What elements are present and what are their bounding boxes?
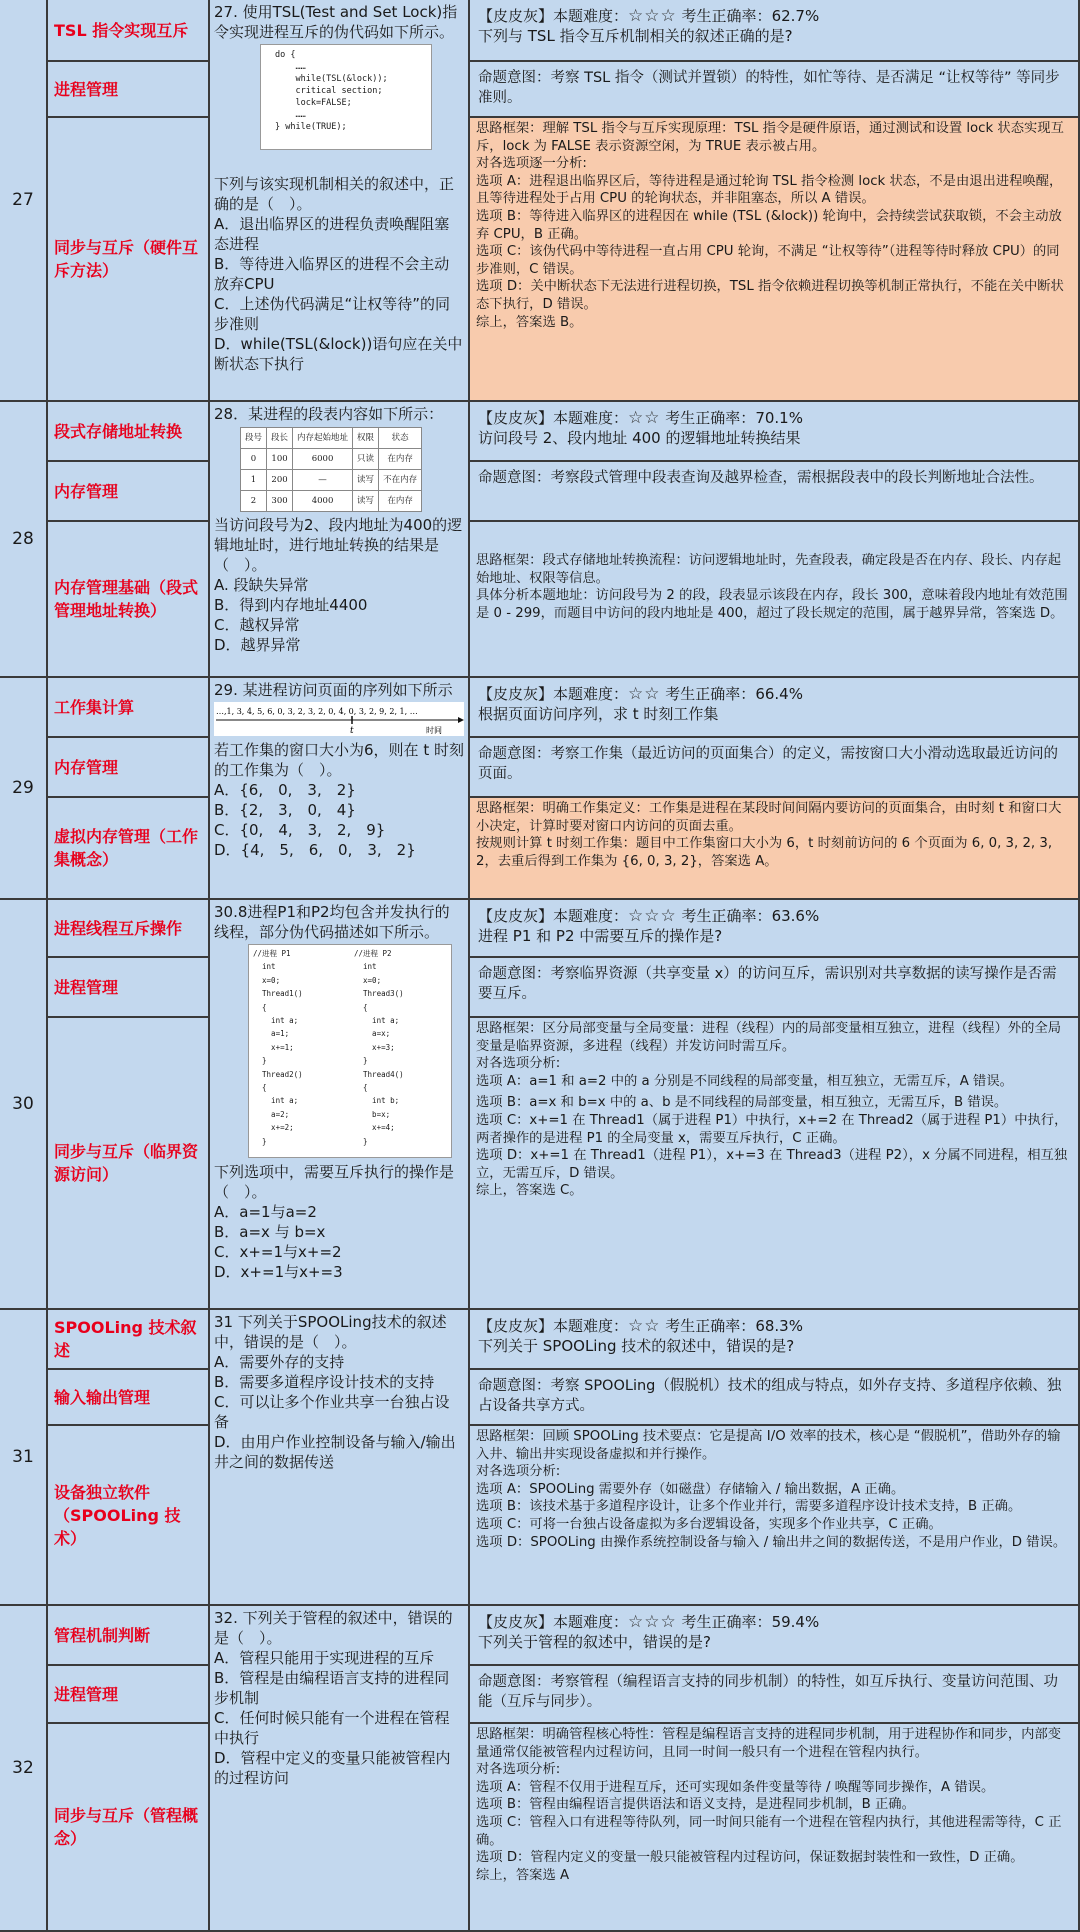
answer-header: 【皮皮灰】本题难度：☆☆☆ 考生正确率：59.4% 下列关于管程的叙述中，错误的是? bbox=[470, 1606, 1080, 1666]
option: B．{2, 3, 0, 4} bbox=[214, 801, 356, 819]
answer-header: 【皮皮灰】本题难度：☆☆☆ 考生正确率：63.6% 进程 P1 和 P2 中需要互斥的操作是? bbox=[470, 900, 1080, 958]
question-intro: 30.8进程P1和P2均包含并发执行的线程，部分伪代码描述如下所示。 bbox=[214, 903, 450, 941]
question-intro: 29. 某进程访问页面的序列如下所示 bbox=[214, 681, 453, 699]
question-stem: 若工作集的窗口大小为6，则在 t 时刻的工作集为（ ）。 bbox=[214, 741, 464, 779]
analysis: 思路框架：回顾 SPOOLing 技术要点：它是提高 I/O 效率的技术，核心是 “假脱机”，借助外存的输入井、输出井实现设备虚拟和并行操作。 对各选项分析: 选项 A：SPOOLing 需要外存（如磁盘）存储输入 / 输出数据，A 正确。 选项 B：该技术基于多道程序设计，让多个作业并行，需要多道程序设计技术支持，B 正确。 选项 C：可将一台独占设备虚拟为多台逻辑设备，实现多个作业共享，C 正确。 选项 D：SPOOLing 由操作系统控制设备与输入 / 输出井之间的数据传送，不是用户作业，D 错误。 bbox=[470, 1426, 1080, 1606]
analysis: 思路框架：理解 TSL 指令与互斥实现原理：TSL 指令是硬件原语，通过测试和设置 lock 状态实现互斥，lock 为 FALSE 表示资源空闲，为 TRUE 表示被占用。 对各选项逐一分析: 选项 A：进程退出临界区后，等待进程是通过轮询 TSL 指令检测 lock 状态，不是由退出进程唤醒，且等待进程处于占用 CPU 的轮询状态，并非阻塞态，所以 A 错误。 选项 B：等待进入临界区的进程因在 while (TSL (&lock)) 轮询中，会持续尝试获取锁，不会主动放弃 CPU，B 正确。 选项 C：该伪代码中等待进程一直占用 CPU 轮询，不满足 “让权等待”（进程等待时释放 CPU）的同步准则，C 错误。 选项 D：关中断状态下无法进行进程切换，TSL 指令依赖进程切换等机制正常执行，不能在关中断状态下执行，D 错误。 综上，答案选 B。 bbox=[470, 118, 1080, 402]
option: D．越界异常 bbox=[214, 636, 301, 654]
option: A．退出临界区的进程负责唤醒阻塞态进程 bbox=[214, 215, 450, 253]
option: D．管程中定义的变量只能被管程内的过程访问 bbox=[214, 1749, 451, 1787]
option: C．越权异常 bbox=[214, 616, 300, 634]
correct-rate: 59.4% bbox=[771, 1613, 820, 1631]
pseudocode-figure bbox=[248, 944, 452, 1158]
option: C．x+=1与x+=2 bbox=[214, 1243, 342, 1261]
answer-title: 下列与 TSL 指令互斥机制相关的叙述正确的是? bbox=[478, 27, 793, 45]
question-number: 27 bbox=[0, 0, 48, 402]
process-p1-code: //进程 P1 int x=0; Thread1() { int a; a=1; x+=1; } Thread2() { int a; a=2; x+=2; } bbox=[253, 949, 303, 1146]
answer-title: 根据页面访问序列，求 t 时刻工作集 bbox=[478, 705, 719, 723]
option: D．while(TSL(&lock))语句应在关中断状态下执行 bbox=[214, 335, 463, 373]
question-cell bbox=[210, 678, 470, 900]
page-sequence-figure bbox=[214, 702, 464, 736]
option: B．a=x 与 b=x bbox=[214, 1223, 326, 1241]
tag: 【皮皮灰】 bbox=[478, 1317, 554, 1335]
question-intro: 32. 下列关于管程的叙述中，错误的是（ ）。 bbox=[214, 1609, 453, 1647]
question-cell bbox=[210, 900, 470, 1310]
option: C．任何时候只能有一个进程在管程中执行 bbox=[214, 1709, 450, 1747]
difficulty-stars: ☆☆ bbox=[628, 1316, 661, 1336]
time-t-label: t bbox=[350, 726, 354, 736]
correct-rate: 70.1% bbox=[755, 409, 803, 427]
analysis: 思路框架：明确管程核心特性：管程是编程语言支持的进程同步机制，用于进程协作和同步，内部变量通常仅能被管程内过程访问，且同一时间一般只有一个进程在管程内执行。 对各选项分析: 选项 A：管程不仅用于进程互斥，还可实现如条件变量等待 / 唤醒等同步操作，A 错误。 选项 B：管程由编程语言提供语法和语义支持，是进程同步机制，B 正确。 选项 C：管程入口有进程等待队列，同一时间只能有一个进程在管程内执行，其他进程需等待，C 正确。 选项 D：管程内定义的变量一般只能被管程内过程访问，保证数据封装性和一致性，D 正确。 综上，答案选 A bbox=[470, 1724, 1080, 1932]
answer-header: 【皮皮灰】本题难度：☆☆ 考生正确率：70.1% 访问段号 2、段内地址 400 的逻辑地址转换结果 bbox=[470, 402, 1080, 462]
option: B．等待进入临界区的进程不会主动放弃CPU bbox=[214, 255, 450, 293]
difficulty-stars: ☆☆☆ bbox=[628, 906, 677, 926]
knowledge-point: 同步与互斥（硬件互斥方法） bbox=[48, 118, 210, 402]
question-stem: 当访问段号为2、段内地址为400的逻辑地址时，进行地址转换的结果是（ ）。 bbox=[214, 516, 463, 574]
question-cell bbox=[210, 1606, 470, 1932]
difficulty-stars: ☆☆ bbox=[628, 408, 661, 428]
knowledge-point: 段式存储地址转换 bbox=[48, 402, 210, 462]
question-stem: 下列选项中，需要互斥执行的操作是（ ）。 bbox=[214, 1163, 455, 1201]
option: C．{0, 4, 3, 2, 9} bbox=[214, 821, 386, 839]
question-number: 28 bbox=[0, 402, 48, 678]
analysis: 思路框架：明确工作集定义：工作集是进程在某段时间间隔内要访问的页面集合，由时刻 t 和窗口大小决定，计算时要对窗口内访问的页面去重。 按规则计算 t 时刻工作集：题目中工作集窗口大小为 6，t 时刻前访问的 6 个页面为 6, 0, 3, 2, 3, 2，去重后得到工作集为 {6, 0, 3, 2}，答案选 A。 bbox=[470, 798, 1080, 900]
question-number: 31 bbox=[0, 1310, 48, 1606]
question-number: 32 bbox=[0, 1606, 48, 1932]
option: D．x+=1与x+=3 bbox=[214, 1263, 343, 1281]
question-cell bbox=[210, 402, 470, 678]
tsl-code-figure: do { …… while(TSL(&lock)); critical section; lock=FALSE; …… } while(TRUE); bbox=[260, 44, 432, 150]
question-stem: 下列与该实现机制相关的叙述中，正确的是（ ）。 bbox=[214, 175, 455, 213]
answer-title: 下列关于管程的叙述中，错误的是? bbox=[478, 1633, 711, 1651]
option: A. 段缺失异常 bbox=[214, 576, 309, 594]
question-intent: 命题意图：考察段式管理中段表查询及越界检查，需根据段表中的段长判断地址合法性。 bbox=[470, 462, 1080, 522]
difficulty-stars: ☆☆☆ bbox=[628, 1612, 677, 1632]
question-intro: 28．某进程的段表内容如下所示： bbox=[214, 405, 444, 423]
tag: 【皮皮灰】 bbox=[478, 1613, 554, 1631]
answer-header: 【皮皮灰】本题难度：☆☆ 考生正确率：68.3% 下列关于 SPOOLing 技术的叙述中，错误的是? bbox=[470, 1310, 1080, 1370]
correct-rate: 63.6% bbox=[771, 907, 820, 925]
option: B．需要多道程序设计技术的支持 bbox=[214, 1373, 435, 1391]
knowledge-point: 虚拟内存管理（工作集概念） bbox=[48, 798, 210, 900]
knowledge-point: 进程管理 bbox=[48, 62, 210, 118]
process-p2-code: //进程 P2 int x=0; Thread3() { int a; a=x; x+=3; } Thread4() { int b; b=x; x+=4; } bbox=[354, 949, 404, 1146]
knowledge-point: 进程管理 bbox=[48, 1666, 210, 1724]
knowledge-point: 进程管理 bbox=[48, 958, 210, 1018]
question-intro: 27. 使用TSL(Test and Set Lock)指令实现进程互斥的伪代码如下所示。 bbox=[214, 3, 458, 41]
question-cell bbox=[210, 1310, 470, 1606]
time-axis-label: 时间 bbox=[426, 726, 442, 735]
question-intent: 命题意图：考察 TSL 指令（测试并置锁）的特性，如忙等待、是否满足 “让权等待” 等同步准则。 bbox=[470, 62, 1080, 118]
question-number: 30 bbox=[0, 900, 48, 1310]
knowledge-point: SPOOLing 技术叙述 bbox=[48, 1310, 210, 1370]
answer-title: 访问段号 2、段内地址 400 的逻辑地址转换结果 bbox=[478, 429, 801, 447]
tag: 【皮皮灰】 bbox=[478, 409, 554, 427]
question-intent: 命题意图：考察工作集（最近访问的页面集合）的定义，需按窗口大小滑动选取最近访问的页面。 bbox=[470, 738, 1080, 798]
option: B．管程是由编程语言支持的进程同步机制 bbox=[214, 1669, 450, 1707]
knowledge-point: TSL 指令实现互斥 bbox=[48, 0, 210, 62]
tag: 【皮皮灰】 bbox=[478, 7, 554, 25]
knowledge-point: 进程线程互斥操作 bbox=[48, 900, 210, 958]
answer-header: 【皮皮灰】本题难度：☆☆☆ 考生正确率：62.7% 下列与 TSL 指令互斥机制相关的叙述正确的是? bbox=[470, 0, 1080, 62]
option: A．管程只能用于实现进程的互斥 bbox=[214, 1649, 435, 1667]
sequence-text: …,1, 3, 4, 5, 6, 0, 3, 2, 3, 2, 0, 4, 0, 3, 2, 9, 2, 1, … bbox=[216, 707, 418, 716]
analysis: 思路框架：区分局部变量与全局变量：进程（线程）内的局部变量相互独立，进程（线程）外的全局变量是临界资源，多进程（线程）并发访问时需互斥。 对各选项分析: 选项 A：a=1 和 a=2 中的 a 分别是不同线程的局部变量，相互独立，无需互斥，A 错误。 选项 B：a=x 和 b=x 中的 a、b 是不同线程的局部变量，相互独立，无需互斥，B 错误。 选项 C：x+=1 在 Thread1（属于进程 P1）中执行，x+=2 在 Thread2（属于进程 P1）中执行，两者操作的是进程 P1 的全局变量 x，需要互斥执行，C 正确。 选项 D：x+=1 在 Thread1（进程 P1），x+=3 在 Thread3（进程 P2），x 分属不同进程，相互独立，无需互斥，D 错误。 综上，答案选 C。 bbox=[470, 1018, 1080, 1310]
knowledge-point: 设备独立软件（SPOOLing 技术） bbox=[48, 1426, 210, 1606]
option: C．上述伪代码满足“让权等待”的同步准则 bbox=[214, 295, 451, 333]
knowledge-point: 输入输出管理 bbox=[48, 1370, 210, 1426]
difficulty-stars: ☆☆☆ bbox=[628, 6, 677, 26]
option: D．由用户作业控制设备与输入/输出井之间的数据传送 bbox=[214, 1433, 456, 1471]
question-number: 29 bbox=[0, 678, 48, 900]
question-cell bbox=[210, 0, 470, 402]
correct-rate: 62.7% bbox=[771, 7, 820, 25]
option: D．{4, 5, 6, 0, 3, 2} bbox=[214, 841, 416, 859]
option: B．得到内存地址4400 bbox=[214, 596, 368, 614]
knowledge-point: 同步与互斥（管程概念） bbox=[48, 1724, 210, 1932]
answer-title: 进程 P1 和 P2 中需要互斥的操作是? bbox=[478, 927, 723, 945]
knowledge-point: 内存管理 bbox=[48, 462, 210, 522]
segment-table: 段号 段长 内存起始地址 权限 状态 0 100 6000 只读 在内存 1 200 — 读写 不在内存 2 300 4000 读写 在内存 bbox=[240, 427, 422, 512]
question-intent: 命题意图：考察管程（编程语言支持的同步机制）的特性，如互斥执行、变量访问范围、功能（互斥与同步）。 bbox=[470, 1666, 1080, 1724]
knowledge-point: 同步与互斥（临界资源访问） bbox=[48, 1018, 210, 1310]
option: C．可以让多个作业共享一台独占设备 bbox=[214, 1393, 450, 1431]
question-intent: 命题意图：考察临界资源（共享变量 x）的访问互斥，需识别对共享数据的读写操作是否需要互斥。 bbox=[470, 958, 1080, 1018]
option: A．{6, 0, 3, 2} bbox=[214, 781, 356, 799]
correct-rate: 68.3% bbox=[755, 1317, 803, 1335]
knowledge-point: 管程机制判断 bbox=[48, 1606, 210, 1666]
knowledge-point: 内存管理 bbox=[48, 738, 210, 798]
correct-rate: 66.4% bbox=[755, 685, 803, 703]
option: A．a=1与a=2 bbox=[214, 1203, 317, 1221]
analysis: 思路框架：段式存储地址转换流程：访问逻辑地址时，先查段表，确定段是否在内存、段长、内存起始地址、权限等信息。 具体分析本题地址：访问段号为 2 的段，段表显示该段在内存，段长 300，意味着段内地址有效范围是 0 - 299，而题目中访问的段内地址是 400，超过了段长规定的范围，属于越界异常，答案选 D。 bbox=[470, 522, 1080, 678]
answer-title: 下列关于 SPOOLing 技术的叙述中，错误的是? bbox=[478, 1337, 795, 1355]
question-intent: 命题意图：考察 SPOOLing（假脱机）技术的组成与特点，如外存支持、多道程序依赖、独占设备共享方式。 bbox=[470, 1370, 1080, 1426]
knowledge-point: 工作集计算 bbox=[48, 678, 210, 738]
question-intro: 31 下列关于SPOOLing技术的叙述中，错误的是（ ）。 bbox=[214, 1313, 447, 1351]
tag: 【皮皮灰】 bbox=[478, 907, 554, 925]
answer-header: 【皮皮灰】本题难度：☆☆ 考生正确率：66.4% 根据页面访问序列，求 t 时刻工作集 bbox=[470, 678, 1080, 738]
option: A．需要外存的支持 bbox=[214, 1353, 345, 1371]
knowledge-point: 内存管理基础（段式管理地址转换） bbox=[48, 522, 210, 678]
difficulty-stars: ☆☆ bbox=[628, 684, 661, 704]
tag: 【皮皮灰】 bbox=[478, 685, 554, 703]
